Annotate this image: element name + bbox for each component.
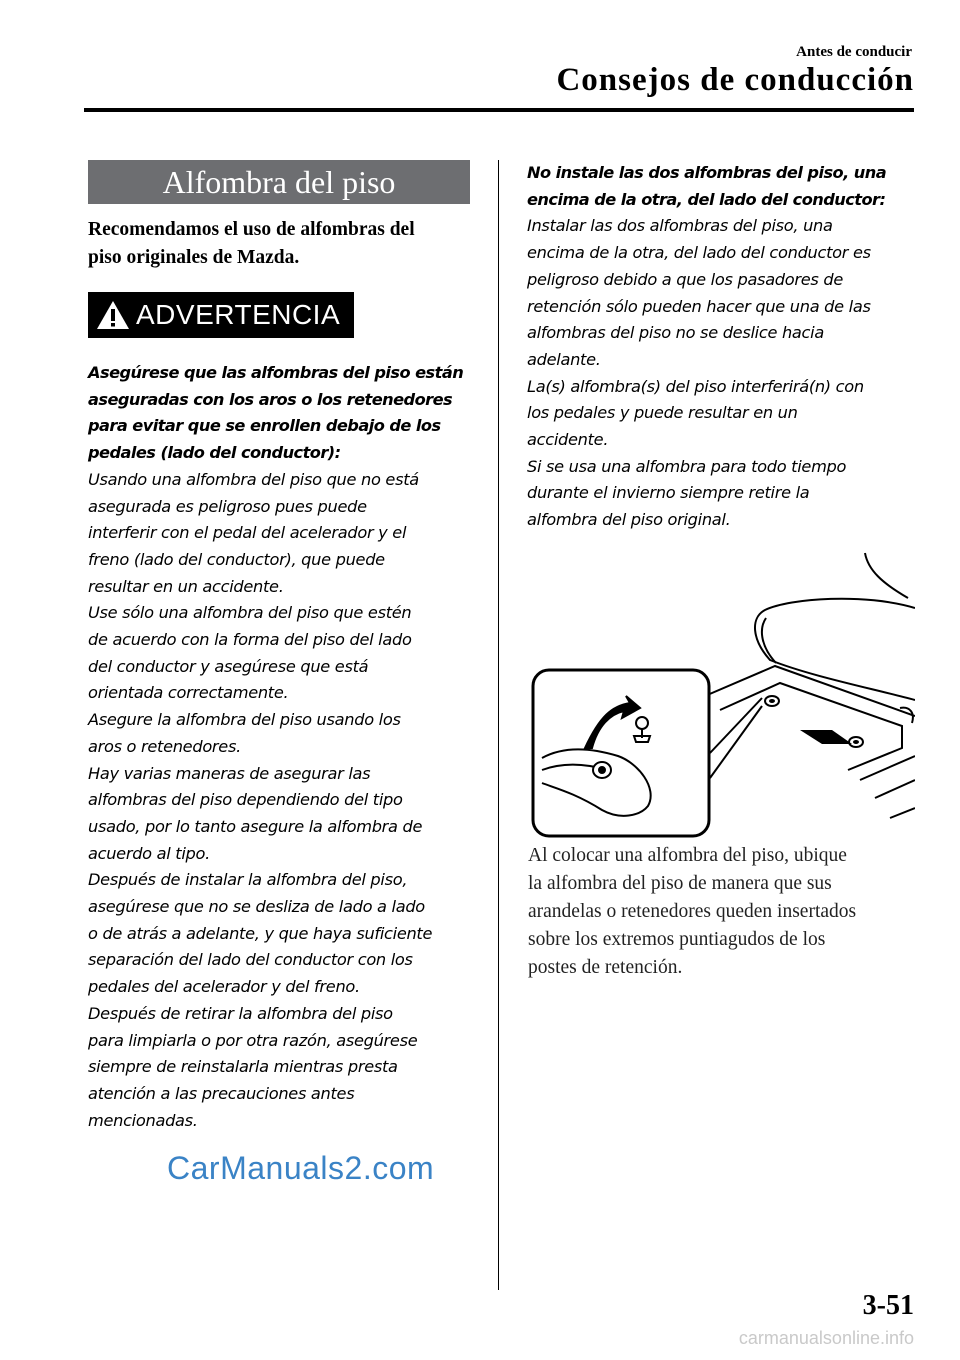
stacking-heading-line: encima de la otra, del lado del conductor: <box>527 189 886 209</box>
stacking-body-line: adelante. <box>527 349 601 369</box>
floor-mat-retainer-illustration <box>530 548 915 838</box>
mat-retainer-2 <box>849 737 863 747</box>
warning-heading-line: pedales (lado del conductor): <box>88 443 341 463</box>
header-divider <box>84 108 914 112</box>
warning-body-line: pedales del acelerador y del freno. <box>88 977 360 997</box>
warning-body-line: separación del lado del conductor con los <box>88 950 413 970</box>
seat-cushion-edge <box>762 618 776 663</box>
caption-line: arandelas o retenedores queden insertados <box>528 901 857 922</box>
warning-heading-line: aseguradas con los aros o los retenedores <box>88 389 453 409</box>
warning-body-line: del conductor y asegúrese que está <box>88 656 369 676</box>
warning-body-line: asegúrese que no se desliza de lado a lado <box>88 897 425 917</box>
floor-line-2 <box>875 780 915 798</box>
warning-text <box>88 360 470 1134</box>
intro-line: piso originales de Mazda. <box>88 247 300 268</box>
stacking-body-line: Instalar las dos alfombras del piso, una <box>527 216 833 236</box>
caption-line: sobre los extremos puntiagudos de los <box>528 929 826 950</box>
page-number: 3-51 <box>862 1290 914 1321</box>
warning-body-line: siempre de reinstalarla mientras presta <box>88 1057 398 1077</box>
intro-paragraph <box>88 216 470 272</box>
warning-heading-line: para evitar que se enrollen debajo de los <box>88 416 441 436</box>
intro-line: Recomendamos el uso de alfombras del <box>88 219 415 240</box>
warning-badge <box>88 292 354 338</box>
warning-body-line: Hay varias maneras de asegurar las <box>88 763 371 783</box>
warning-body-line: alfombras del piso dependiendo del tipo <box>88 790 403 810</box>
callout-line-1 <box>710 698 762 753</box>
warning-body-line: Después de instalar la alfombra del piso, <box>88 870 408 890</box>
warning-body-line: Usando una alfombra del piso que no está <box>88 469 419 489</box>
warning-body-line: Use sólo una alfombra del piso que estén <box>88 603 412 623</box>
stacking-body-line: retención sólo pueden hacer que una de las <box>527 296 871 316</box>
watermark-link[interactable]: CarManuals2.com <box>167 1150 435 1186</box>
mat-retainer-1 <box>765 696 779 706</box>
stacking-body-line: La(s) alfombra(s) del piso interferirá(n) con <box>527 376 864 396</box>
left-column <box>88 160 470 1134</box>
warning-body-line: freno (lado del conductor), que puede <box>88 549 385 569</box>
callout-line-2 <box>710 706 762 778</box>
stacking-body-line: accidente. <box>527 430 609 450</box>
floor-line-1 <box>860 756 915 780</box>
caption-line: Al colocar una alfombra del piso, ubique <box>528 845 847 866</box>
seat-back-outline <box>865 553 908 598</box>
floor-line-3 <box>890 808 915 818</box>
warning-body-line: resultar en un accidente. <box>88 576 284 596</box>
stacking-warning-text <box>527 160 917 534</box>
stacking-body-line: alfombra del piso original. <box>527 510 731 530</box>
illustration-caption <box>528 842 918 982</box>
warning-body-line: usado, por lo tanto asegure la alfombra de <box>88 816 423 836</box>
warning-body-line: o de atrás a adelante, y que haya suficiente <box>88 923 433 943</box>
stacking-body-line: los pedales y puede resultar en un <box>527 403 798 423</box>
direction-arrow <box>800 730 852 744</box>
stacking-body-line: encima de la otra, del lado del conductor es <box>527 243 871 263</box>
section-header-title: Consejos de conducción <box>556 62 914 98</box>
warning-heading-line: Asegúrese que las alfombras del piso están <box>88 363 464 382</box>
warning-body-line: orientada correctamente. <box>88 683 289 703</box>
stacking-body-line: durante el invierno siempre retire la <box>527 483 810 503</box>
warning-body-line: atención a las precauciones antes <box>88 1083 355 1103</box>
warning-body-line: mencionadas. <box>88 1110 198 1130</box>
warning-body-line: Después de retirar la alfombra del piso <box>88 1003 393 1023</box>
warning-body-line: interferir con el pedal del acelerador y el <box>88 523 407 543</box>
warning-body-line: de acuerdo con la forma del piso del lado <box>88 630 412 650</box>
column-divider <box>498 160 499 1290</box>
caption-line: la alfombra del piso de manera que sus <box>528 873 832 894</box>
warning-body-line: para limpiarla o por otra razón, asegúrese <box>88 1030 418 1050</box>
warning-body-line: acuerdo al tipo. <box>88 843 210 863</box>
seat-cushion-outline <box>755 599 915 700</box>
warning-label: ADVERTENCIA <box>136 299 341 330</box>
chapter-label: Antes de conducir <box>796 44 912 60</box>
warning-body-line: Asegure la alfombra del piso usando los <box>88 710 401 730</box>
stacking-body-line: Si se usa una alfombra para todo tiempo <box>527 456 847 476</box>
warning-body-line: asegurada es peligroso pues puede <box>88 496 367 516</box>
footer-site-link[interactable]: carmanualsonline.info <box>738 1328 914 1348</box>
stacking-heading-line: No instale las dos alfombras del piso, una <box>527 163 887 182</box>
warning-body-line: aros o retenedores. <box>88 736 241 756</box>
section-title: Alfombra del piso <box>88 160 470 204</box>
stacking-body-line: alfombras del piso no se deslice hacia <box>527 323 824 343</box>
stacking-body-line: peligroso debido a que los pasadores de <box>527 269 844 289</box>
caption-line: postes de retención. <box>528 957 683 978</box>
detail-inset-frame <box>533 670 709 836</box>
right-column <box>527 160 917 534</box>
warning-triangle-icon <box>96 300 130 330</box>
